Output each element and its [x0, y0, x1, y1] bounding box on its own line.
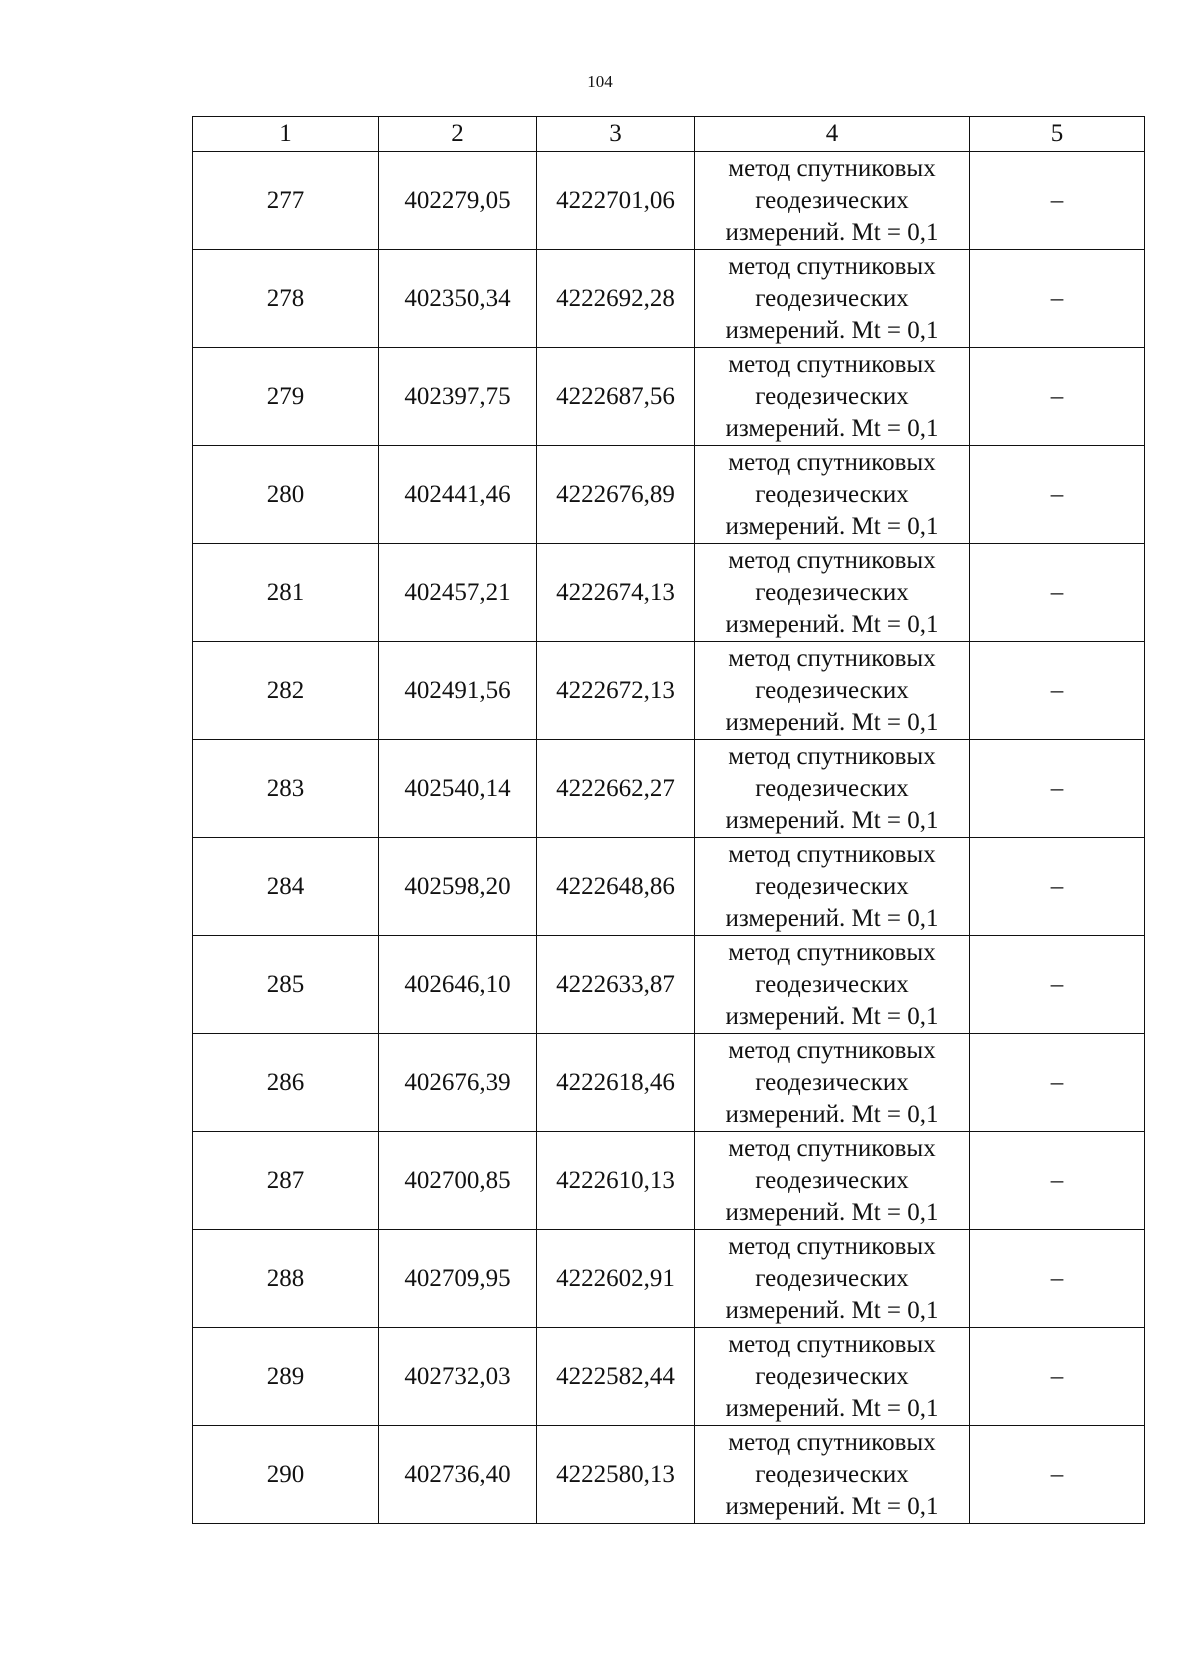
- x-coordinate-cell: 402709,95: [379, 1230, 537, 1328]
- y-coordinate-cell: 4222676,89: [537, 446, 695, 544]
- method-line: измерений. Mt = 0,1: [725, 1198, 939, 1226]
- method-cell: [695, 642, 970, 740]
- method-line: метод спутниковых: [728, 448, 936, 476]
- method-line: геодезических: [755, 578, 909, 606]
- method-line: измерений. Mt = 0,1: [725, 904, 939, 932]
- method-line: метод спутниковых: [728, 840, 936, 868]
- table-row: [193, 446, 1145, 544]
- method-cell: [695, 1132, 970, 1230]
- y-coordinate-cell: 4222633,87: [537, 936, 695, 1034]
- x-coordinate-cell: 402540,14: [379, 740, 537, 838]
- table-row: [193, 740, 1145, 838]
- method-cell: [695, 1328, 970, 1426]
- table-row: [193, 1426, 1145, 1524]
- method-line: измерений. Mt = 0,1: [725, 708, 939, 736]
- method-line: измерений. Mt = 0,1: [725, 316, 939, 344]
- x-coordinate-cell: 402441,46: [379, 446, 537, 544]
- method-cell: [695, 544, 970, 642]
- method-line: метод спутниковых: [728, 1134, 936, 1162]
- y-coordinate-cell: 4222672,13: [537, 642, 695, 740]
- x-coordinate-cell: 402736,40: [379, 1426, 537, 1524]
- table-row: [193, 348, 1145, 446]
- table-row: [193, 1230, 1145, 1328]
- y-coordinate-cell: 4222610,13: [537, 1132, 695, 1230]
- point-number-cell: 290: [193, 1426, 379, 1524]
- method-line: геодезических: [755, 1460, 909, 1488]
- note-cell: –: [970, 1034, 1145, 1132]
- note-cell: –: [970, 1328, 1145, 1426]
- method-line: измерений. Mt = 0,1: [725, 806, 939, 834]
- table-row: [193, 544, 1145, 642]
- note-cell: –: [970, 446, 1145, 544]
- point-number-cell: 279: [193, 348, 379, 446]
- method-line: геодезических: [755, 1166, 909, 1194]
- note-cell: –: [970, 642, 1145, 740]
- method-line: геодезических: [755, 676, 909, 704]
- note-cell: –: [970, 838, 1145, 936]
- table-row: [193, 1132, 1145, 1230]
- method-cell: [695, 250, 970, 348]
- coordinates-table: [192, 116, 1145, 1524]
- method-cell: [695, 936, 970, 1034]
- method-cell: [695, 348, 970, 446]
- header-cell-5: 5: [970, 117, 1145, 152]
- method-cell: [695, 446, 970, 544]
- table-row: [193, 152, 1145, 250]
- table-row: [193, 1034, 1145, 1132]
- note-cell: –: [970, 1230, 1145, 1328]
- point-number-cell: 289: [193, 1328, 379, 1426]
- point-number-cell: 286: [193, 1034, 379, 1132]
- y-coordinate-cell: 4222582,44: [537, 1328, 695, 1426]
- method-line: геодезических: [755, 284, 909, 312]
- point-number-cell: 288: [193, 1230, 379, 1328]
- table-row: [193, 1328, 1145, 1426]
- x-coordinate-cell: 402279,05: [379, 152, 537, 250]
- x-coordinate-cell: 402397,75: [379, 348, 537, 446]
- table-row: [193, 250, 1145, 348]
- method-cell: [695, 838, 970, 936]
- note-cell: –: [970, 740, 1145, 838]
- header-cell-4: 4: [695, 117, 970, 152]
- method-line: метод спутниковых: [728, 1036, 936, 1064]
- point-number-cell: 283: [193, 740, 379, 838]
- table-header: [193, 117, 1145, 152]
- point-number-cell: 282: [193, 642, 379, 740]
- method-line: геодезических: [755, 186, 909, 214]
- method-cell: [695, 740, 970, 838]
- point-number-cell: 280: [193, 446, 379, 544]
- note-cell: –: [970, 1132, 1145, 1230]
- x-coordinate-cell: 402457,21: [379, 544, 537, 642]
- method-cell: [695, 1034, 970, 1132]
- method-line: геодезических: [755, 382, 909, 410]
- method-line: метод спутниковых: [728, 1428, 936, 1456]
- method-line: геодезических: [755, 970, 909, 998]
- note-cell: –: [970, 348, 1145, 446]
- method-line: измерений. Mt = 0,1: [725, 1002, 939, 1030]
- y-coordinate-cell: 4222602,91: [537, 1230, 695, 1328]
- method-line: метод спутниковых: [728, 1330, 936, 1358]
- method-line: метод спутниковых: [728, 938, 936, 966]
- y-coordinate-cell: 4222580,13: [537, 1426, 695, 1524]
- method-line: измерений. Mt = 0,1: [725, 414, 939, 442]
- method-line: метод спутниковых: [728, 154, 936, 182]
- method-line: метод спутниковых: [728, 546, 936, 574]
- x-coordinate-cell: 402350,34: [379, 250, 537, 348]
- method-line: геодезических: [755, 1362, 909, 1390]
- method-line: метод спутниковых: [728, 350, 936, 378]
- header-cell-1: 1: [193, 117, 379, 152]
- y-coordinate-cell: 4222687,56: [537, 348, 695, 446]
- method-line: геодезических: [755, 1264, 909, 1292]
- method-line: метод спутниковых: [728, 742, 936, 770]
- method-cell: [695, 152, 970, 250]
- method-line: измерений. Mt = 0,1: [725, 610, 939, 638]
- method-line: геодезических: [755, 872, 909, 900]
- point-number-cell: 281: [193, 544, 379, 642]
- method-line: измерений. Mt = 0,1: [725, 1100, 939, 1128]
- header-cell-3: 3: [537, 117, 695, 152]
- point-number-cell: 287: [193, 1132, 379, 1230]
- y-coordinate-cell: 4222648,86: [537, 838, 695, 936]
- note-cell: –: [970, 1426, 1145, 1524]
- point-number-cell: 278: [193, 250, 379, 348]
- method-line: геодезических: [755, 774, 909, 802]
- method-line: метод спутниковых: [728, 1232, 936, 1260]
- x-coordinate-cell: 402598,20: [379, 838, 537, 936]
- note-cell: –: [970, 250, 1145, 348]
- y-coordinate-cell: 4222618,46: [537, 1034, 695, 1132]
- method-line: метод спутниковых: [728, 644, 936, 672]
- method-cell: [695, 1230, 970, 1328]
- method-line: измерений. Mt = 0,1: [725, 1492, 939, 1520]
- table-row: [193, 936, 1145, 1034]
- y-coordinate-cell: 4222662,27: [537, 740, 695, 838]
- method-line: измерений. Mt = 0,1: [725, 218, 939, 246]
- x-coordinate-cell: 402646,10: [379, 936, 537, 1034]
- method-line: геодезических: [755, 480, 909, 508]
- method-line: метод спутниковых: [728, 252, 936, 280]
- note-cell: –: [970, 936, 1145, 1034]
- header-cell-2: 2: [379, 117, 537, 152]
- method-line: измерений. Mt = 0,1: [725, 1394, 939, 1422]
- method-line: геодезических: [755, 1068, 909, 1096]
- page-number: 104: [587, 72, 613, 91]
- table-body: [193, 152, 1145, 1524]
- x-coordinate-cell: 402700,85: [379, 1132, 537, 1230]
- header-row: [193, 117, 1145, 152]
- y-coordinate-cell: 4222692,28: [537, 250, 695, 348]
- point-number-cell: 277: [193, 152, 379, 250]
- table-row: [193, 642, 1145, 740]
- x-coordinate-cell: 402491,56: [379, 642, 537, 740]
- point-number-cell: 285: [193, 936, 379, 1034]
- method-line: измерений. Mt = 0,1: [725, 1296, 939, 1324]
- x-coordinate-cell: 402732,03: [379, 1328, 537, 1426]
- method-cell: [695, 1426, 970, 1524]
- x-coordinate-cell: 402676,39: [379, 1034, 537, 1132]
- note-cell: –: [970, 544, 1145, 642]
- method-line: измерений. Mt = 0,1: [725, 512, 939, 540]
- y-coordinate-cell: 4222674,13: [537, 544, 695, 642]
- point-number-cell: 284: [193, 838, 379, 936]
- note-cell: –: [970, 152, 1145, 250]
- y-coordinate-cell: 4222701,06: [537, 152, 695, 250]
- table-row: [193, 838, 1145, 936]
